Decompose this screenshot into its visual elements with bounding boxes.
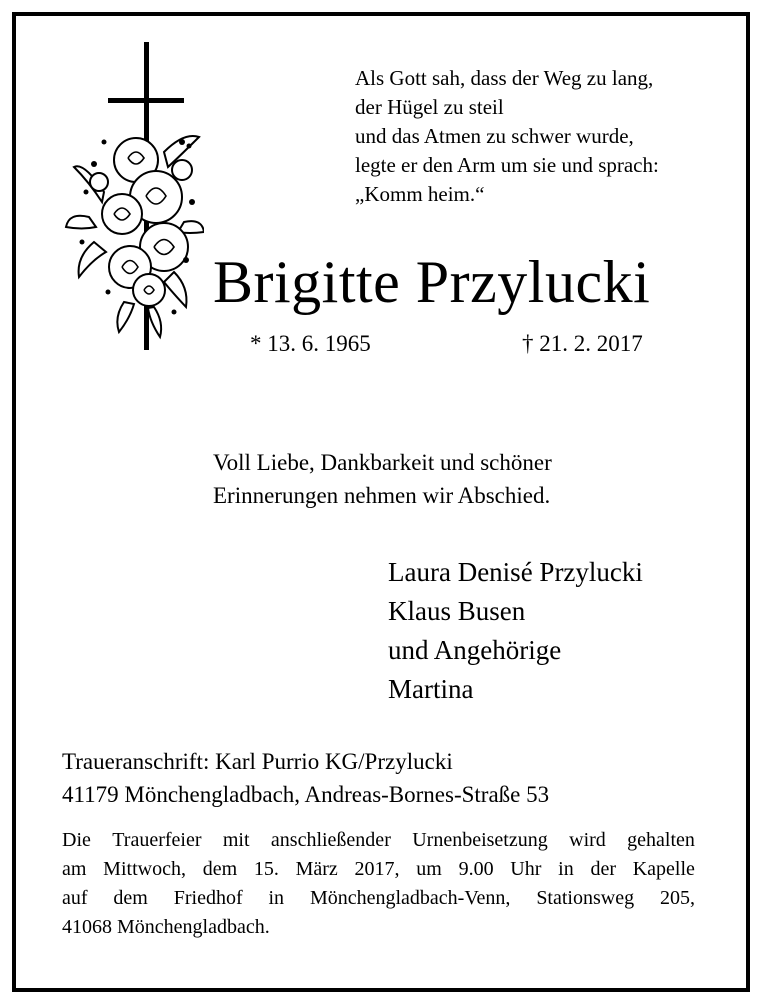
service-word: 205,: [659, 887, 695, 909]
poem-line: Als Gott sah, dass der Weg zu lang,: [355, 66, 654, 90]
service-word: Uhr: [510, 858, 542, 880]
service-word: in: [558, 858, 574, 880]
funeral-service-info: [62, 826, 695, 942]
service-word: Mittwoch,: [103, 858, 186, 880]
service-word: anschließender: [270, 829, 391, 851]
service-word: auf: [62, 887, 88, 909]
service-word: 2017,: [354, 858, 400, 880]
service-word: um: [416, 858, 442, 880]
address-line: 41179 Mönchengladbach, Andreas-Bornes-Straße 53: [62, 782, 550, 807]
death-date: † 21. 2. 2017: [522, 331, 643, 356]
service-word: März: [295, 858, 338, 880]
service-line: [62, 855, 695, 884]
service-line: 41068 Mönchengladbach.: [62, 916, 270, 938]
service-word: dem: [202, 858, 238, 880]
poem: [355, 64, 735, 209]
mourning-address: [62, 745, 549, 811]
farewell-line: Erinnerungen nehmen wir Abschied.: [213, 483, 551, 508]
service-word: Kapelle: [632, 858, 695, 880]
service-word: dem: [113, 887, 148, 909]
service-word: in: [268, 887, 285, 909]
service-word: Die: [62, 829, 91, 851]
farewell-line: Voll Liebe, Dankbarkeit und schöner: [213, 450, 552, 475]
birth-date: * 13. 6. 1965: [250, 331, 371, 356]
cross-with-roses-icon: [64, 42, 204, 352]
deceased-name: Brigitte Przylucki: [213, 249, 651, 315]
service-word: Trauerfeier: [112, 829, 202, 851]
service-line: [62, 826, 695, 855]
poem-line: und das Atmen zu schwer wurde,: [355, 124, 634, 148]
mourner-name: Klaus Busen: [388, 596, 526, 626]
service-line: [62, 884, 695, 913]
service-word: Urnenbeisetzung: [412, 829, 548, 851]
service-word: 15.: [253, 858, 279, 880]
service-word: 9.00: [458, 858, 494, 880]
poem-line: „Komm heim.“: [355, 182, 485, 206]
farewell-text: [213, 446, 552, 512]
poem-line: der Hügel zu steil: [355, 95, 504, 119]
address-line: Traueranschrift: Karl Purrio KG/Przylucki: [62, 749, 453, 774]
mourners-list: [388, 553, 643, 709]
service-word: Mönchengladbach-Venn,: [309, 887, 511, 909]
service-word: wird: [569, 829, 606, 851]
poem-line: legte er den Arm um sie und sprach:: [355, 153, 659, 177]
mourner-name: Martina: [388, 674, 474, 704]
mourner-name: Laura Denisé Przylucki: [388, 557, 643, 587]
service-word: Friedhof: [173, 887, 243, 909]
mourner-name: und Angehörige: [388, 635, 562, 665]
service-word: am: [62, 858, 87, 880]
service-word: Stationsweg: [536, 887, 635, 909]
service-word: gehalten: [627, 829, 695, 851]
service-word: der: [590, 858, 616, 880]
service-word: mit: [222, 829, 250, 851]
